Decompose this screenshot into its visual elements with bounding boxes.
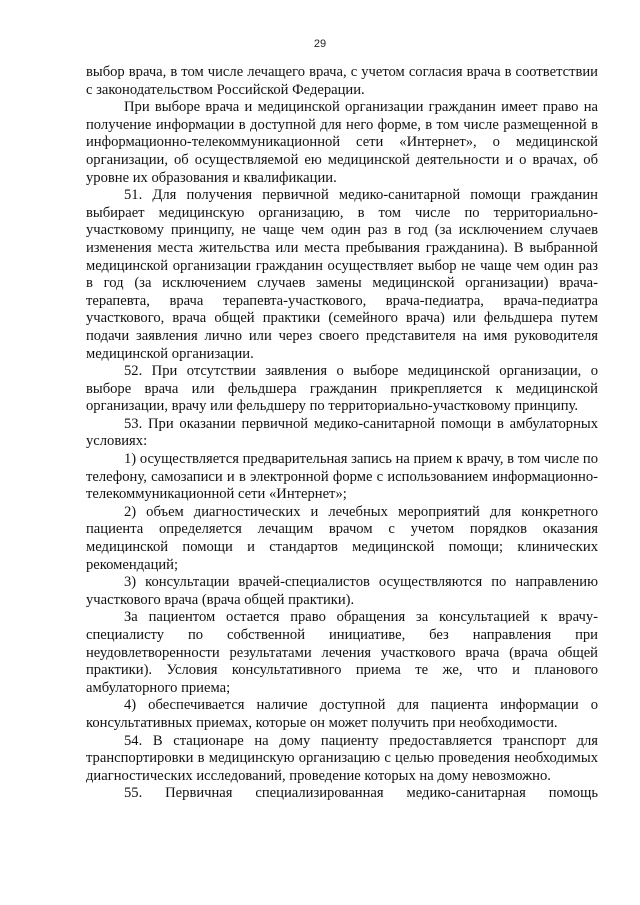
paragraph-55: 55. Первичная специализированная медико-санитарная помощь: [124, 785, 598, 802]
paragraph-info-right: При выборе врача и медицинской организации гражданин имеет право на получение информации в доступной для него форме, в том числе размещенной в информационно-телекоммуникационной сети «Интернет», о медицинской организации, об осуществляемой ею медицинской деятельности и о врачах, об уровне их образования и квалификации.: [86, 99, 598, 186]
list-item-4: 4) обеспечивается наличие доступной для пациента информации о консультативных приемах, которые он может получить при необходимости.: [86, 697, 598, 731]
paragraph-continuation: выбор врача, в том числе лечащего врача, с учетом согласия врача в соответствии с законодательством Российской Федерации.: [86, 64, 598, 98]
paragraph-consultation-right: За пациентом остается право обращения за консультацией к врачу-специалисту по собственной инициативе, без направления при неудовлетворенности результатами лечения участкового врача (врача общей практики). Условия консультативного приема те же, что и планового амбулаторного приема;: [86, 609, 598, 696]
paragraph-51: 51. Для получения первичной медико-санитарной помощи гражданин выбирает медицинскую организацию, в том числе по территориально-участковому принципу, не чаще чем один раз в год (за исключением случаев изменения места жительства или места пребывания гражданина). В выбранной медицинской организации гражданин осуществляет выбор не чаще чем один раз в год (за исключением случаев замены медицинской организации) врача-терапевта, врача терапевта-участкового, врача-педиатра, врача-педиатра участкового, врача общей практики (семейного врача) или фельдшера путем подачи заявления лично или через своего представителя на имя руководителя медицинской организации.: [86, 187, 598, 362]
page-number: 29: [313, 38, 327, 50]
list-item-1: 1) осуществляется предварительная запись на прием к врачу, в том числе по телефону, самозаписи и в электронной форме с использованием информационно-телекоммуникационной сети «Интернет»;: [86, 451, 598, 503]
paragraph-54: 54. В стационаре на дому пациенту предоставляется транспорт для транспортировки в медицинскую организацию с целью проведения необходимых диагностических исследований, проведение которых на дому невозможно.: [86, 732, 598, 784]
list-item-3: 3) консультации врачей-специалистов осуществляются по направлению участкового врача (врача общей практики).: [86, 574, 598, 608]
document-body: [86, 64, 598, 803]
paragraph-53: 53. При оказании первичной медико-санитарной помощи в амбулаторных условиях:: [86, 415, 598, 450]
paragraph-52: 52. При отсутствии заявления о выборе медицинской организации, о выборе врача или фельдшера гражданин прикрепляется к медицинской организации, врачу или фельдшеру по территориально-участковому принципу.: [86, 363, 598, 415]
list-item-2: 2) объем диагностических и лечебных мероприятий для конкретного пациента определяется лечащим врачом с учетом порядков оказания медицинской помощи и стандартов медицинской помощи; клинических рекомендаций;: [86, 503, 598, 573]
